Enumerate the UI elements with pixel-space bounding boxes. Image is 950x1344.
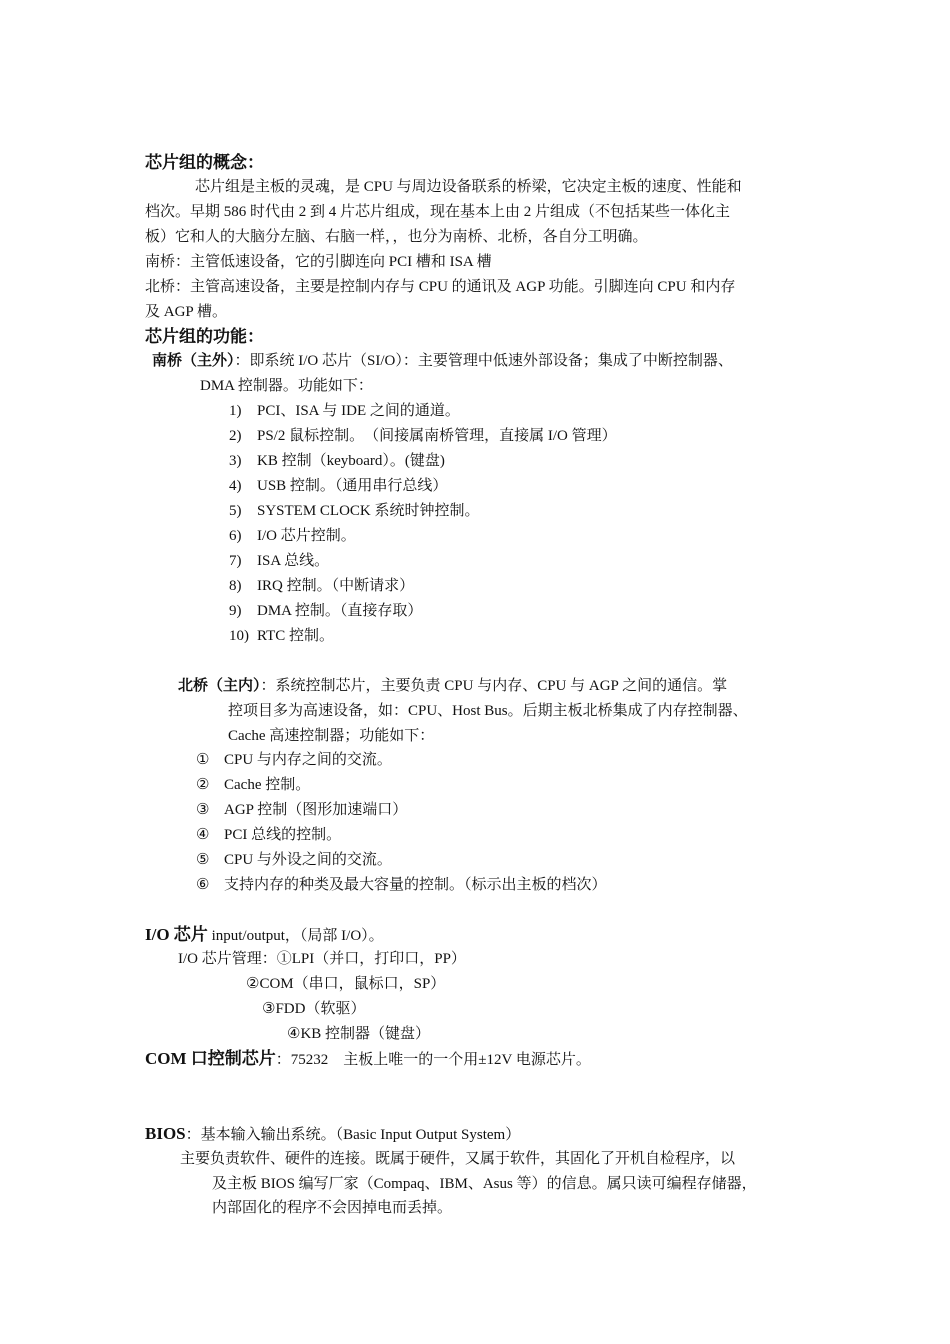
north-bridge-summary-cont: 及 AGP 槽。 <box>145 304 227 320</box>
io-chip-desc: input/output，（局部 I/O）。 <box>207 928 384 944</box>
list-item: ⑥ 支持内存的种类及最大容量的控制。（标示出主板的档次） <box>196 877 607 893</box>
heading-chipset-concept: 芯片组的概念： <box>145 153 264 172</box>
paragraph-line: 板）它和人的大脑分左脑、右脑一样，，也分为南桥、北桥，各自分工明确。 <box>145 229 648 245</box>
io-management-line: I/O 芯片管理：①LPI（并口，打印口，PP） <box>178 951 466 967</box>
north-bridge-summary: 北桥：主管高速设备，主要是控制内存与 CPU 的通讯及 AGP 功能。引脚连向 CPU 和内存 <box>145 279 736 295</box>
bios-paragraph-line: 主要负责软件、硬件的连接。既属于硬件，又属于软件，其固化了开机自检程序，以 <box>180 1151 736 1167</box>
bios-paragraph-line: 内部固化的程序不会因掉电而丢掉。 <box>212 1200 453 1216</box>
north-bridge-intro <box>178 676 727 696</box>
com-chip-label: COM 口控制芯片 <box>145 1049 276 1068</box>
north-bridge-desc-cont: 控项目多为高速设备，如：CPU、Host Bus。后期主板北桥集成了内存控制器、 <box>228 703 748 719</box>
io-management-line: ③FDD（软驱） <box>262 1001 366 1017</box>
list-item: ⑤ CPU 与外设之间的交流。 <box>196 852 392 868</box>
heading-chipset-function: 芯片组的功能： <box>145 327 264 346</box>
list-item: 1) PCI、ISA 与 IDE 之间的通道。 <box>229 403 460 419</box>
list-item: 8) IRQ 控制。（中断请求） <box>229 578 415 594</box>
io-chip-label: I/O 芯片 <box>145 925 208 944</box>
io-management-line: ④KB 控制器（键盘） <box>287 1026 431 1042</box>
paragraph-line: 芯片组是主板的灵魂，是 CPU 与周边设备联系的桥梁，它决定主板的速度、性能和 <box>195 179 742 195</box>
list-item: 9) DMA 控制。（直接存取） <box>229 603 423 619</box>
list-item: 6) I/O 芯片控制。 <box>229 528 356 544</box>
south-bridge-label: 南桥（主外） <box>152 353 235 369</box>
list-item: 10) RTC 控制。 <box>229 628 335 644</box>
com-chip-line <box>145 1049 591 1069</box>
list-item: 3) KB 控制（keyboard）。(键盘) <box>229 453 445 469</box>
bios-label: BIOS <box>145 1124 186 1143</box>
list-item: 2) PS/2 鼠标控制。 （间接属南桥管理，直接属 I/O 管理） <box>229 428 617 444</box>
south-bridge-summary: 南桥：主管低速设备，它的引脚连向 PCI 槽和 ISA 槽 <box>145 254 492 270</box>
list-item: 5) SYSTEM CLOCK 系统时钟控制。 <box>229 503 480 519</box>
list-item: ② Cache 控制。 <box>196 777 311 793</box>
bios-desc: ：基本输入输出系统。（Basic Input Output System） <box>185 1127 521 1143</box>
north-bridge-label: 北桥（主内） <box>178 678 261 694</box>
north-bridge-desc: ：系统控制芯片，主要负责 CPU 与内存、CPU 与 AGP 之间的通信。掌 <box>260 678 728 694</box>
list-item: ① CPU 与内存之间的交流。 <box>196 752 392 768</box>
list-item: 7) ISA 总线。 <box>229 553 330 569</box>
south-bridge-desc-cont: DMA 控制器。功能如下： <box>200 378 373 394</box>
com-chip-desc: ：75232 主板上唯一的一个用±12V 电源芯片。 <box>275 1052 591 1068</box>
list-item: 4) USB 控制。（通用串行总线） <box>229 478 448 494</box>
south-bridge-intro <box>152 351 733 371</box>
bios-line <box>145 1124 520 1144</box>
io-chip-line <box>145 925 384 945</box>
list-item: ④ PCI 总线的控制。 <box>196 827 342 843</box>
bios-paragraph-line: 及主板 BIOS 编写厂家（Compaq、IBM、Asus 等）的信息。属只读可编程存储器， <box>212 1176 757 1192</box>
list-item: ③ AGP 控制（图形加速端口） <box>196 802 408 818</box>
paragraph-line: 档次。早期 586 时代由 2 到 4 片芯片组成，现在基本上由 2 片组成（不包括某些一体化主 <box>145 204 731 220</box>
north-bridge-desc-cont: Cache 高速控制器；功能如下： <box>228 728 435 744</box>
south-bridge-desc: ：即系统 I/O 芯片（SI/O）：主要管理中低速外部设备；集成了中断控制器、 <box>234 353 733 369</box>
io-management-line: ②COM（串口，鼠标口，SP） <box>246 976 446 992</box>
